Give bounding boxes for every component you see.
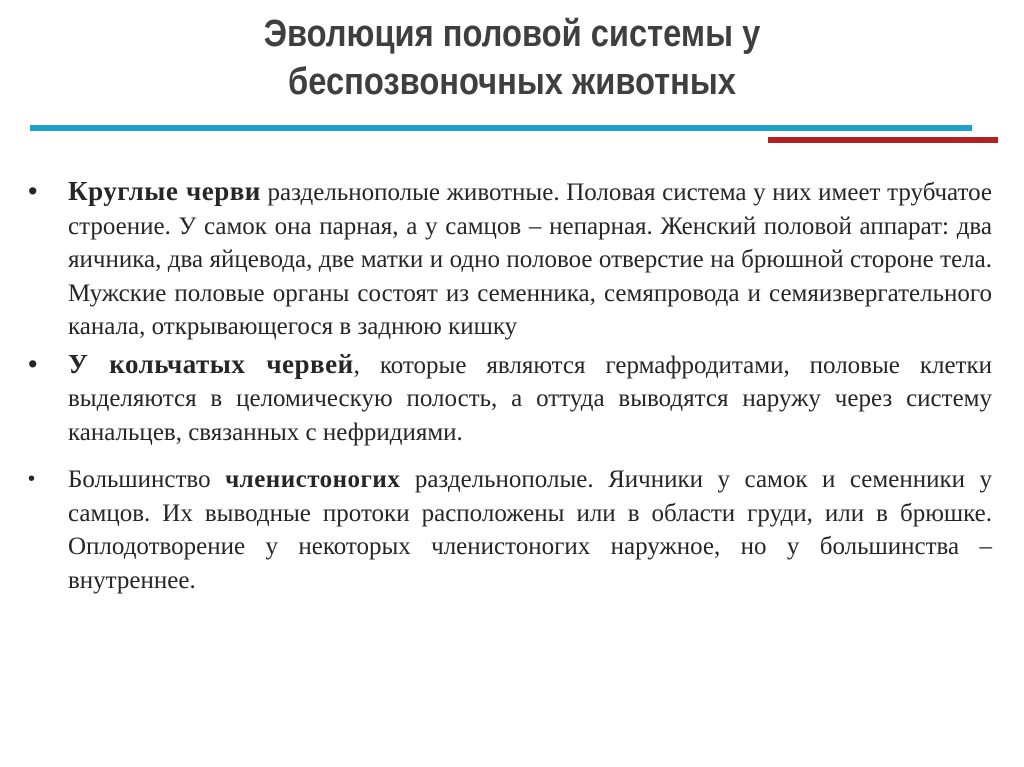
title-underline-red <box>768 137 998 143</box>
bullet-item-arthropods <box>28 463 992 597</box>
bullet-item-roundworms <box>28 175 992 344</box>
title-underline-blue <box>30 125 972 131</box>
bullet-term: У кольчатых червей <box>68 348 354 379</box>
bullet-term: членистоногих <box>225 466 401 493</box>
bullet-marker: • <box>28 176 38 206</box>
slide-content <box>28 175 992 597</box>
slide-title-line-2: беспозвоночных животных <box>288 61 736 103</box>
slide-title <box>72 10 953 106</box>
bullet-text: раздельнополые. Яичники у самок и семенники у самцов. Их выводные протоки расположены или в области груди, или в брюшке. Оплодотворение у некоторых членистоногих наружное, но у большинства – внутреннее. <box>68 466 992 594</box>
bullet-text: , которые являются гермафродитами, половые клетки выделяются в целомическую полость, а оттуда выводятся наружу через систему канальцев, связанных с нефридиями. <box>68 351 992 446</box>
bullet-item-annelids <box>28 348 992 450</box>
bullet-marker: • <box>28 468 36 490</box>
slide-title-line-1: Эволюция половой системы у <box>263 13 761 55</box>
bullet-term: Круглые черви <box>68 176 261 206</box>
bullet-text: раздельнополые животные. Половая система у них имеет трубчатое строение. У самок она парная, а у самцов – непарная. Женский половой аппарат: два яичника, два яйцевода, две матки и одно половое отверстие на брюшной стороне тела. Мужские половые органы состоят из семенника, семяпровода и семяизвергательного канала, открывающегося в заднюю кишку <box>68 179 992 340</box>
bullet-text-before: Большинство <box>68 466 226 493</box>
bullet-marker: • <box>28 348 38 379</box>
